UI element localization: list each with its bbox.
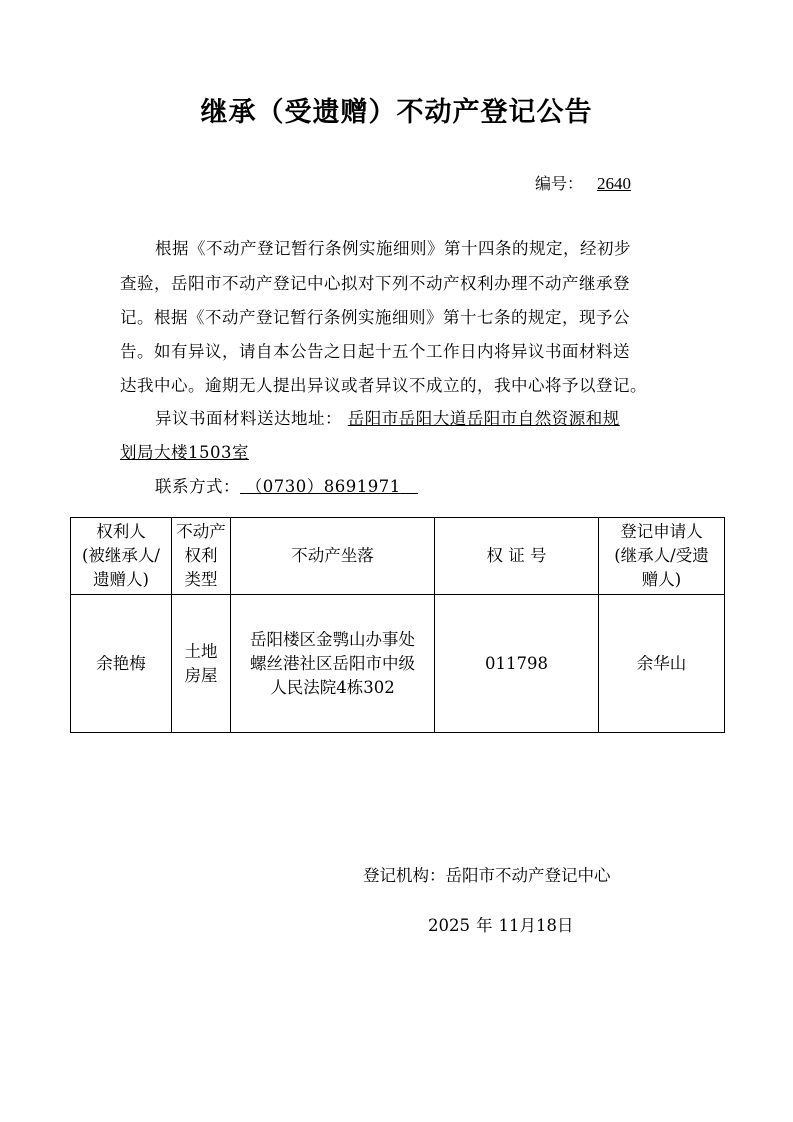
date-day: 18 [536,916,557,935]
contact-value: （0730）8691971 [245,477,401,496]
cell-certificate-number: 011798 [435,595,599,733]
date-month: 11 [498,916,520,935]
page-title: 继承（受遗赠）不动产登记公告 [200,97,593,128]
header-right-type: 不动产 权利 类型 [172,518,231,595]
address-value-continued: 划局大楼1503室 [120,443,249,462]
header-location: 不动产坐落 [231,518,435,595]
notice-number [535,172,631,196]
cell-right-type: 土地 房屋 [172,595,231,733]
cell-location: 岳阳楼区金鹗山办事处 螺丝港社区岳阳市中级 人民法院4栋302 [231,595,435,733]
header-applicant: 登记申请人 (继承人/受遗 赠人) [599,518,725,595]
cell-rights-holder: 余艳梅 [71,595,172,733]
registrar-value: 岳阳市不动产登记中心 [445,866,611,885]
address-value: 岳阳市岳阳大道岳阳市自然资源和规 [347,409,620,428]
paragraph-line: 查验，岳阳市不动产登记中心拟对下列不动产权利办理不动产继承登 [120,274,630,293]
registration-table [70,517,725,733]
address-line-2 [120,441,249,465]
date-year: 2025 [428,916,470,935]
registrar-label: 登记机构： [363,866,446,885]
paragraph-line: 达我中心。逾期无人提出异议或者异议不成立的，我中心将予以登记。 [120,376,647,395]
cell-applicant: 余华山 [599,595,725,733]
notice-number-value: 2640 [597,174,632,193]
table-header-row [71,518,725,595]
date-month-unit: 月 [519,916,536,935]
contact-label: 联系方式： [155,477,240,496]
registrar [363,864,611,888]
contact-line [155,475,418,499]
paragraph-line: 记。根据《不动产登记暂行条例实施细则》第十七条的规定，现予公 [120,308,630,327]
paragraph-line: 根据《不动产登记暂行条例实施细则》第十四条的规定，经初步 [155,239,631,258]
address-line [155,407,620,431]
notice-date [428,914,574,938]
address-label: 异议书面材料送达地址： [155,409,342,428]
date-day-unit: 日 [557,916,574,935]
header-rights-holder: 权利人 (被继承人/ 遗赠人) [71,518,172,595]
notice-number-label: 编号： [535,174,584,193]
date-year-unit: 年 [476,916,493,935]
header-certificate-number: 权 证 号 [435,518,599,595]
table-row [71,595,725,733]
paragraph-line: 告。如有异议，请自本公告之日起十五个工作日内将异议书面材料送 [120,342,630,361]
